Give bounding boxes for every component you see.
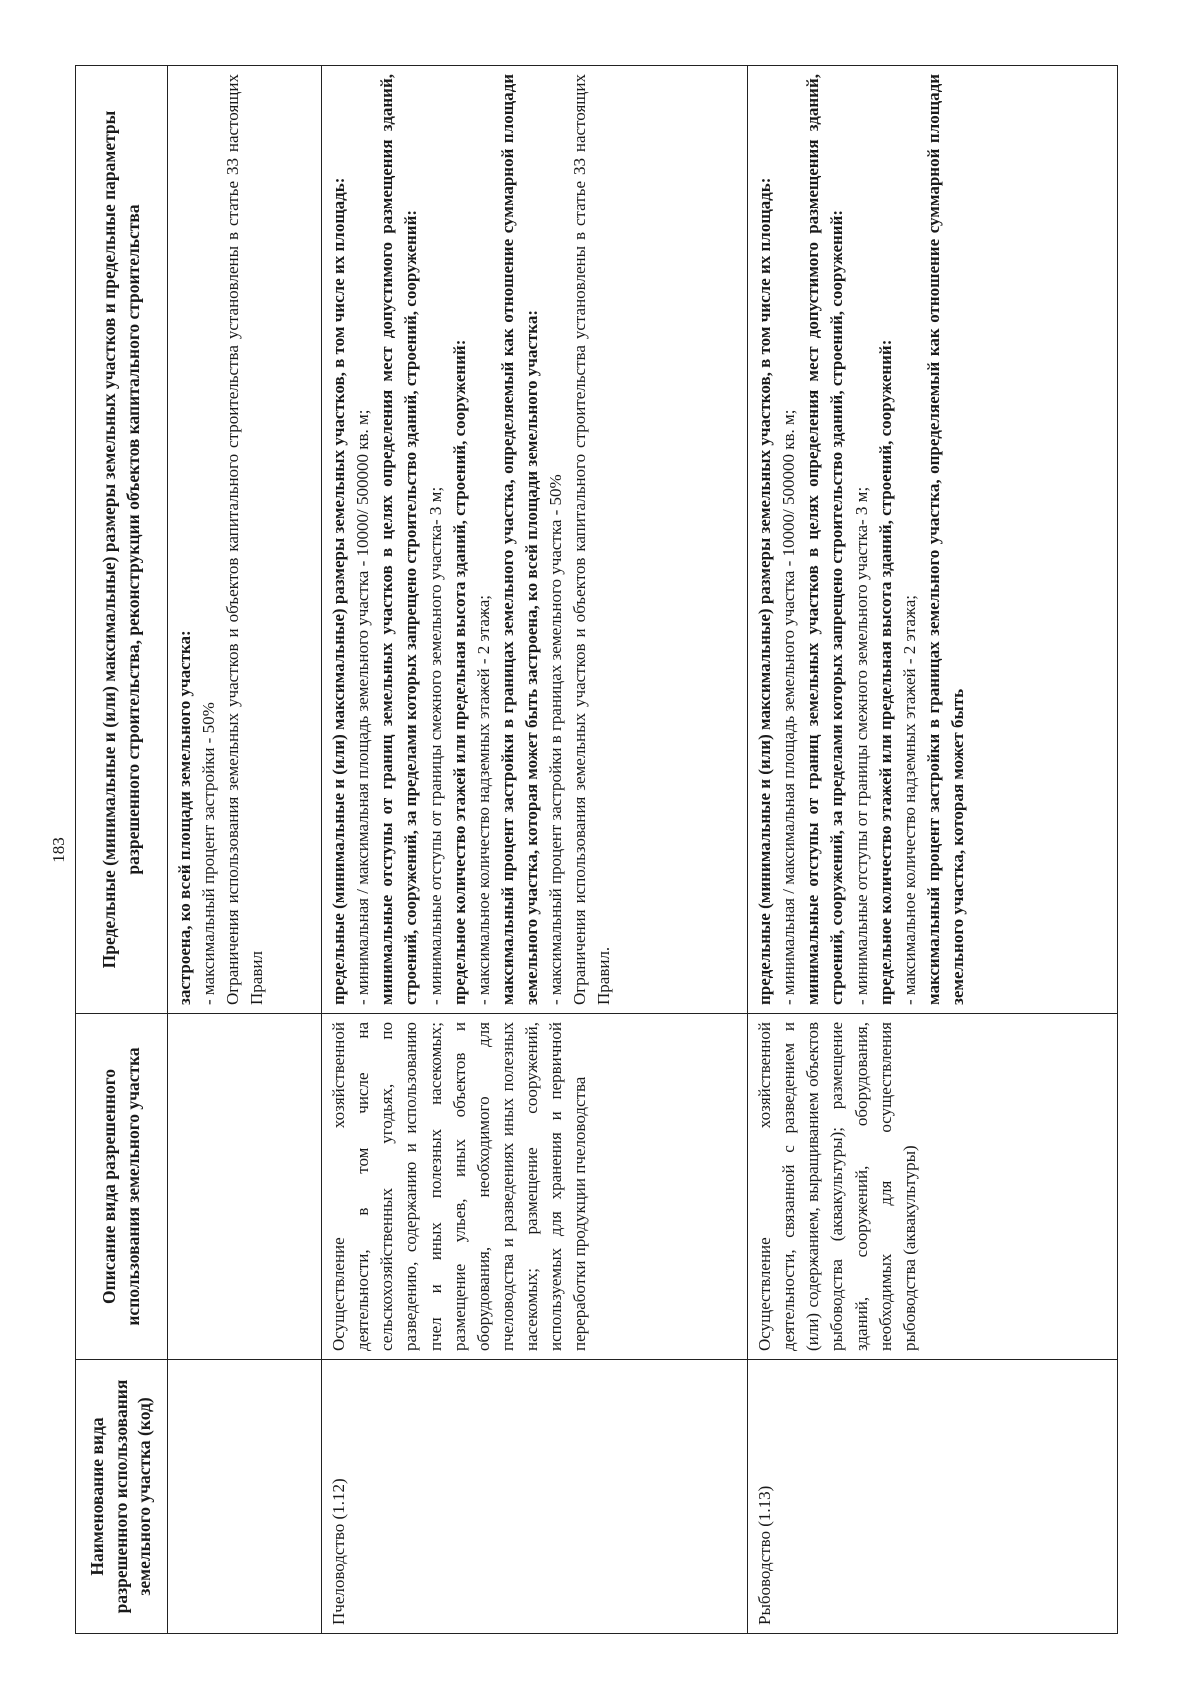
param-line: максимальный процент застройки в границах земельного участка, определяемый как отношение суммарной площади земельного участка, которая может быть застроена, ко всей площади земельного участка: xyxy=(497,74,541,1005)
param-line: - минимальные отступы от границы смежного земельного участка- 3 м; xyxy=(851,486,871,1005)
param-line: Ограничения использования земельных участков и объектов капитального строительства установлены в статье 33 настоящих Правил xyxy=(223,74,267,1005)
rotated-page xyxy=(49,66,1118,1634)
cell-name xyxy=(168,1360,322,1634)
param-line: предельное количество этажей или предельная высота зданий, строений, сооружений: xyxy=(449,339,469,1005)
param-line: минимальные отступы от границ земельных участков в целях определения мест допустимого размещения зданий, строений, сооружений, за пределами которых запрещено строительство зданий, строений, сооружений: xyxy=(803,74,847,1005)
param-line: - минимальные отступы от границы смежного земельного участка- 3 м; xyxy=(425,486,445,1005)
param-line: минимальные отступы от границ земельных участков в целях определения мест допустимого размещения зданий, строений, сооружений, за пределами которых запрещено строительство зданий, строений, сооружений: xyxy=(377,74,421,1005)
cell-description xyxy=(168,1014,322,1360)
param-line: предельное количество этажей или предельная высота зданий, строений, сооружений: xyxy=(875,339,895,1005)
cell-name: Пчеловодство (1.12) xyxy=(322,1360,748,1634)
param-line: Ограничения использования земельных участков и объектов капитального строительства установлены в статье 33 настоящих Правил. xyxy=(570,74,614,1005)
table-header-row xyxy=(76,66,168,1634)
cell-params xyxy=(168,66,322,1014)
table-row-continuation xyxy=(168,66,322,1634)
param-line: - максимальное количество надземных этажей - 2 этажа; xyxy=(899,595,919,1005)
param-line: - минимальная / максимальная площадь земельного участка - 10000/ 500000 кв. м; xyxy=(353,409,373,1005)
cell-params xyxy=(322,66,748,1014)
header-description: Описание вида разрешенного использования земельного участка xyxy=(76,1014,168,1360)
cell-name: Рыбоводство (1.13) xyxy=(748,1360,1118,1634)
param-line: - максимальный процент застройки в границах земельного участка - 50% xyxy=(546,474,566,1005)
header-name: Наименование вида разрешенного использования земельного участка (код) xyxy=(76,1360,168,1634)
table-row xyxy=(322,66,748,1634)
cell-description: Осуществление хозяйственной деятельности, связанной с разведением и (или) содержанием, выращиванием объектов рыбоводства (аквакультуры); размещение зданий, сооружений, оборудования, необходимых для осуществления рыбоводства (аквакультуры) xyxy=(748,1014,1118,1360)
param-line: застроена, ко всей площади земельного участка: xyxy=(175,630,194,1005)
cell-description: Осуществление хозяйственной деятельности, в том числе на сельскохозяйственных угодьях, по разведению, содержанию и использованию пчел и иных полезных насекомых; размещение ульев, иных объектов и оборудования, необходимого для пчеловодства и разведениях иных полезных насекомых; размещение сооружений, используемых для хранения и первичной переработки продукции пчеловодства xyxy=(322,1014,748,1360)
land-use-table xyxy=(75,65,1118,1634)
table-row xyxy=(748,66,1118,1634)
param-line: - максимальное количество надземных этажей - 2 этажа; xyxy=(473,595,493,1005)
param-line: предельные (минимальные и (или) максимальные) размеры земельных участков, в том числе их площадь: xyxy=(329,177,348,1005)
cell-params xyxy=(748,66,1118,1014)
param-line: предельные (минимальные и (или) максимальные) размеры земельных участков, в том числе их площадь: xyxy=(755,177,774,1005)
param-line: - минимальная / максимальная площадь земельного участка - 10000/ 500000 кв. м; xyxy=(779,409,799,1005)
page-number: 183 xyxy=(49,837,68,863)
param-line: максимальный процент застройки в границах земельного участка, определяемый как отношение суммарной площади земельного участка, которая может быть xyxy=(923,74,967,1005)
param-line: - максимальный процент застройки - 50% xyxy=(199,702,219,1005)
header-params: Предельные (минимальные и (или) максимальные) размеры земельных участков и предельные параметры разрешенного строительства, реконструкции объектов капитального строительства xyxy=(76,66,168,1014)
